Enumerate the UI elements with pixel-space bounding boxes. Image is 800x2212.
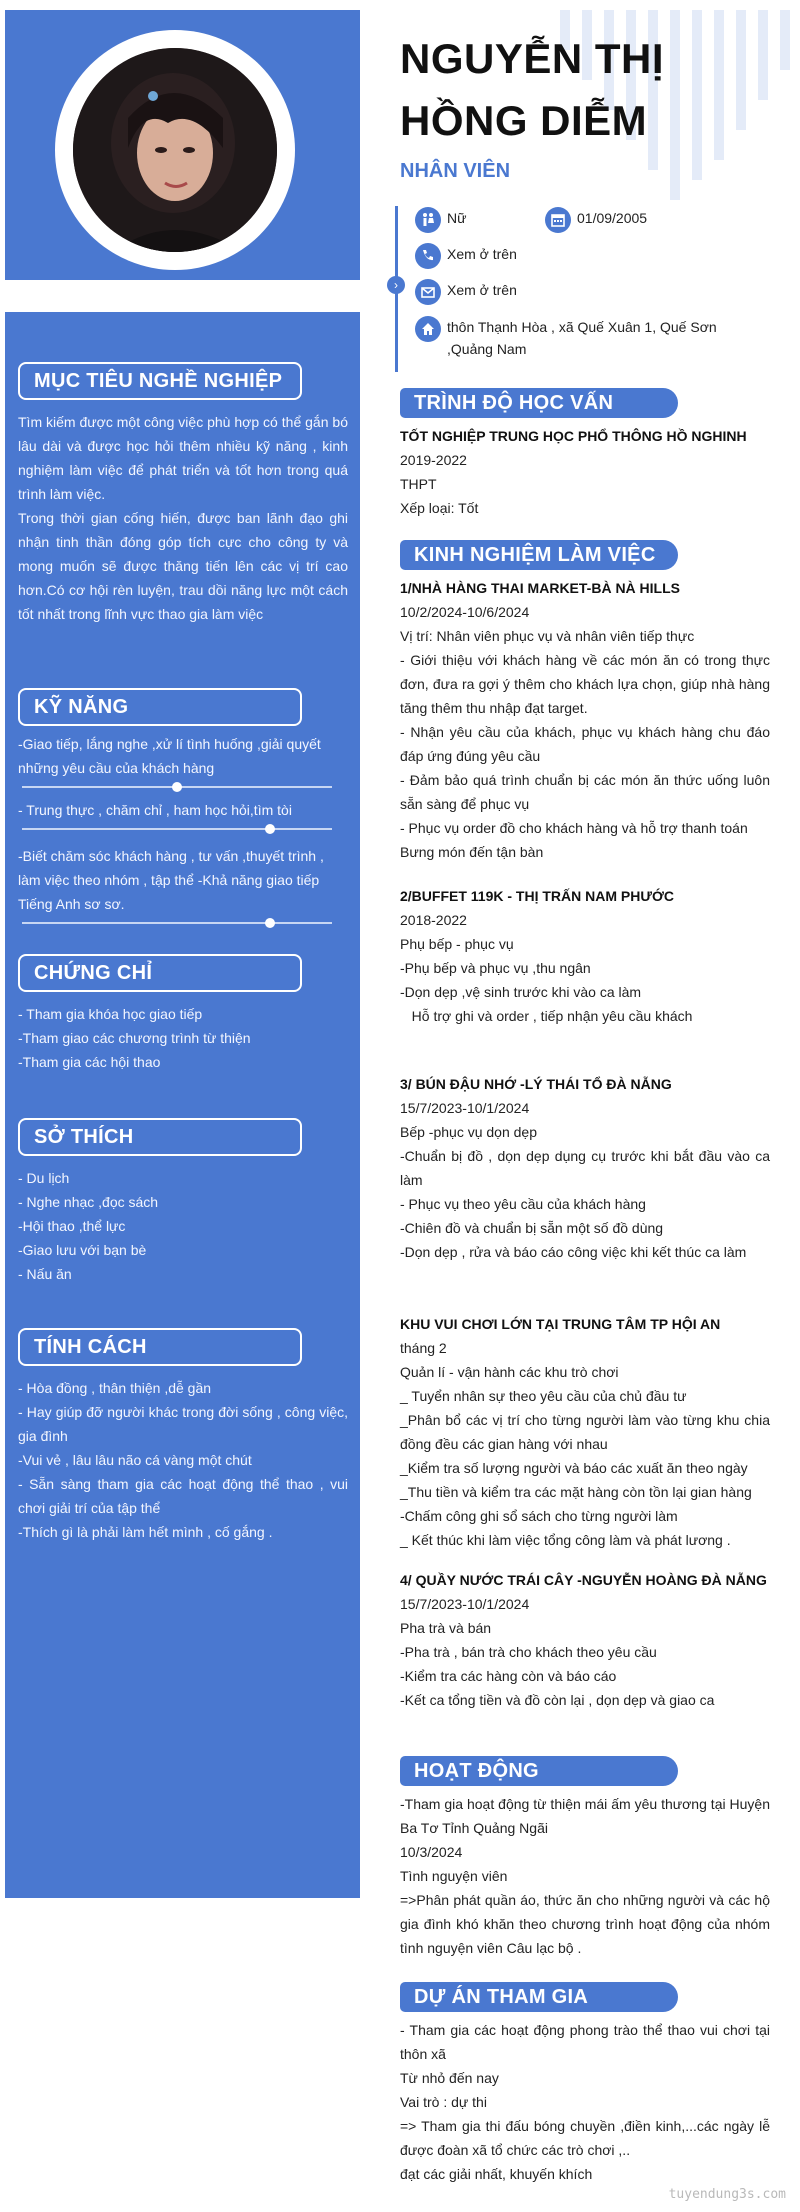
hobbies-section (18, 1118, 348, 1286)
job-line: _Phân bổ các vị trí cho từng người làm vào từng khu chia đồng đều các gian hàng với nhau (400, 1412, 770, 1452)
certificate-item: -Tham giao các chương trình từ thiện (18, 1030, 251, 1046)
job-entry (400, 576, 770, 864)
job-line: - Đảm bảo quá trình chuẩn bị các món ăn thức uống luôn sẵn sàng để phục vụ (400, 772, 770, 812)
job-line: -Kiểm tra các hàng còn và báo cáo (400, 1668, 617, 1684)
job-line: - Giới thiệu với khách hàng về các món ăn có trong thực đơn, đưa ra gợi ý thêm cho khách lựa chọn, giúp nhà hàng tăng thêm thu nhập đạt target. (400, 652, 770, 716)
job-company: 2/BUFFET 119K - THỊ TRẤN NAM PHƯỚC (400, 888, 675, 904)
certificate-item: -Tham gia các hội thao (18, 1054, 161, 1070)
personality-title: TÍNH CÁCH (18, 1328, 302, 1366)
hobbies-title: SỞ THÍCH (18, 1118, 302, 1156)
objective-title: MỤC TIÊU NGHỀ NGHIỆP (18, 362, 302, 400)
activity-line: =>Phân phát quần áo, thức ăn cho những người và các hộ gia đình khó khăn theo chương trình hoạt động của nhóm tình nguyện viên Câu lạc bộ . (400, 1892, 770, 1956)
name-line-1: NGUYỄN THỊ (400, 35, 665, 82)
job-line: 15/7/2023-10/1/2024 (400, 1596, 530, 1612)
gender-icon (415, 207, 441, 233)
job-line: -Kết ca tổng tiền và đồ còn lại , dọn dẹp và giao ca (400, 1692, 715, 1708)
certificate-item: - Tham gia khóa học giao tiếp (18, 1006, 203, 1022)
calendar-icon (545, 207, 571, 233)
job-entry (400, 884, 770, 1028)
gender-value: Nữ (447, 210, 467, 226)
job-line: _Kiểm tra số lượng người và báo các xuất ăn theo ngày (400, 1460, 748, 1476)
education-school: TỐT NGHIỆP TRUNG HỌC PHỔ THÔNG HỒ NGHINH (400, 428, 747, 444)
job-line: 15/7/2023-10/1/2024 (400, 1100, 530, 1116)
job-line: -Dọn dẹp , rửa và báo cáo công việc khi kết thúc ca làm (400, 1244, 747, 1260)
job-company: 4/ QUẦY NƯỚC TRÁI CÂY -NGUYỄN HOÀNG ĐÀ NẴNG (400, 1572, 767, 1588)
activities-section (400, 1792, 770, 1960)
projects-section (400, 2018, 770, 2186)
education-title: TRÌNH ĐỘ HỌC VẤN (400, 388, 678, 418)
job-company: 1/NHÀ HÀNG THAI MARKET-BÀ NÀ HILLS (400, 580, 680, 596)
skill-level-dot (265, 824, 275, 834)
address-line-1: thôn Thạnh Hòa , xã Quế Xuân 1, Quế Sơn (447, 319, 717, 335)
job-line: Bưng món đến tận bàn (400, 844, 544, 860)
job-line: Quản lí - vận hành các khu trò chơi (400, 1364, 619, 1380)
job-line: _Thu tiền và kiểm tra các mặt hàng còn tồn lại gian hàng (400, 1484, 752, 1500)
job-line: Phụ bếp - phục vụ (400, 936, 514, 952)
hobby-item: - Nghe nhạc ,đọc sách (18, 1194, 159, 1210)
education-years: 2019-2022 (400, 452, 467, 468)
skill-text: - Trung thực , chăm chỉ , ham học hỏi,tìm tòi (18, 802, 292, 818)
job-line: _ Kết thúc khi làm việc tổng công làm và phát lương . (400, 1532, 731, 1548)
contact-gender (415, 207, 466, 233)
objective-section (18, 362, 348, 626)
email-value: Xem ở trên (447, 282, 517, 298)
contact-address (415, 316, 717, 360)
chevron-right-icon: › (387, 276, 405, 294)
objective-paragraph-2: Trong thời gian cống hiến, được ban lãnh đạo ghi nhận tinh thần đóng góp tích cực cho công ty và mong muốn sẽ được thăng tiến lên các vị trí cao hơn.Có cơ hội rèn luyện, trau dồi năng lực một cách tốt nhất trong lĩnh vực thao gia làm việc (18, 510, 348, 622)
certificates-section (18, 954, 348, 1074)
job-line: -Phụ bếp và phục vụ ,thu ngân (400, 960, 591, 976)
job-line: Pha trà và bán (400, 1620, 492, 1636)
contact-birthday (545, 207, 647, 233)
experience-title: KINH NGHIỆM LÀM VIỆC (400, 540, 678, 570)
skill-bar (22, 922, 332, 924)
contact-email (415, 279, 517, 305)
personality-item: -Vui vẻ , lâu lâu não cá vàng một chút (18, 1452, 252, 1468)
activity-line: 10/3/2024 (400, 1844, 463, 1860)
education-level: THPT (400, 476, 437, 492)
job-entry (400, 1072, 770, 1264)
name-line-2: HỒNG DIỄM (400, 97, 648, 144)
job-company: KHU VUI CHƠI LỚN TẠI TRUNG TÂM TP HỘI AN (400, 1316, 721, 1332)
job-line: -Pha trà , bán trà cho khách theo yêu cầu (400, 1644, 657, 1660)
phone-icon (415, 243, 441, 269)
activity-line: Tình nguyện viên (400, 1868, 508, 1884)
candidate-name (400, 28, 720, 152)
skill-text: -Biết chăm sóc khách hàng , tư vấn ,thuyết trình , làm việc theo nhóm , tập thể -Khả năng giao tiếp Tiếng Anh sơ sơ. (18, 848, 324, 912)
job-position: NHÂN VIÊN (400, 160, 511, 182)
skill-text: -Giao tiếp, lắng nghe ,xử lí tình huống ,giải quyết những yêu cầu của khách hàng (18, 736, 321, 776)
projects-title: DỰ ÁN THAM GIA (400, 1982, 678, 2012)
skill-level-dot (172, 782, 182, 792)
job-line: _ Tuyển nhân sự theo yêu cầu của chủ đầu tư (400, 1388, 687, 1404)
job-line: -Chuẩn bị đồ , dọn dẹp dụng cụ trước khi bắt đầu vào ca làm (400, 1148, 770, 1188)
home-icon (415, 316, 441, 342)
watermark: tuyendung3s.com (668, 2187, 786, 2202)
avatar (73, 48, 277, 252)
activities-title: HOẠT ĐỘNG (400, 1756, 678, 1786)
job-company: 3/ BÚN ĐẬU NHỚ -LÝ THÁI TỔ ĐÀ NẴNG (400, 1076, 672, 1092)
job-entry (400, 1568, 770, 1712)
personality-item: -Thích gì là phải làm hết mình , cố gắng . (18, 1524, 273, 1540)
job-line: - Nhận yêu cầu của khách, phục vụ khách hàng chu đáo đáp ứng đúng yêu cầu (400, 724, 770, 764)
project-line: => Tham gia thi đấu bóng chuyền ,điền kinh,...các ngày lễ được đoàn xã tổ chức các trò chơi ,.. (400, 2118, 770, 2158)
job-line: 10/2/2024-10/6/2024 (400, 604, 530, 620)
job-line: tháng 2 (400, 1340, 447, 1356)
certificates-title: CHỨNG CHỈ (18, 954, 302, 992)
job-line: -Chiên đồ và chuẩn bị sẵn một số đồ dùng (400, 1220, 664, 1236)
skill-level-dot (265, 918, 275, 928)
avatar-photo (73, 48, 277, 252)
objective-paragraph-1: Tìm kiếm được một công việc phù hợp có thể gắn bó lâu dài và được học hỏi thêm nhiều kỹ năng , kinh nghiệm làm việc để phát triển và tốt hơn trong quá trình làm việc. (18, 414, 348, 502)
project-line: Từ nhỏ đến nay (400, 2070, 499, 2086)
education-section (400, 424, 770, 520)
job-line: - Phục vụ order đồ cho khách hàng và hỗ trợ thanh toán (400, 820, 748, 836)
skill-bar (22, 828, 332, 830)
job-line: Bếp -phục vụ dọn dẹp (400, 1124, 537, 1140)
hobby-item: -Hội thao ,thể lực (18, 1218, 126, 1234)
project-line: Vai trò : dự thi (400, 2094, 487, 2110)
job-line: - Phục vụ theo yêu cầu của khách hàng (400, 1196, 646, 1212)
address-line-2: ,Quảng Nam (447, 341, 527, 357)
personality-item: - Hòa đồng , thân thiện ,dễ gần (18, 1380, 212, 1396)
hobby-item: - Du lịch (18, 1170, 70, 1186)
job-line: 2018-2022 (400, 912, 467, 928)
personality-section (18, 1328, 348, 1544)
project-line: đạt các giải nhất, khuyến khích (400, 2166, 593, 2182)
skill-bar (22, 786, 332, 788)
phone-value: Xem ở trên (447, 246, 517, 262)
job-line: -Dọn dẹp ,vệ sinh trước khi vào ca làm (400, 984, 642, 1000)
hobby-item: -Giao lưu với bạn bè (18, 1242, 147, 1258)
skills-section (18, 688, 348, 934)
job-line: Hỗ trợ ghi và order , tiếp nhận yêu cầu khách (400, 1008, 693, 1024)
job-line: -Chấm công ghi sổ sách cho từng người làm (400, 1508, 678, 1524)
birthday-value: 01/09/2005 (577, 210, 648, 226)
mail-icon (415, 279, 441, 305)
job-entry (400, 1312, 770, 1552)
skills-title: KỸ NĂNG (18, 688, 302, 726)
personality-item: - Hay giúp đỡ người khác trong đời sống , công việc, gia đình (18, 1404, 348, 1444)
contact-phone (415, 243, 517, 269)
job-line: Vị trí: Nhân viên phục vụ và nhân viên tiếp thực (400, 628, 695, 644)
personality-item: - Sẵn sàng tham gia các hoạt động thể thao , vui chơi giải trí của tập thể (18, 1476, 348, 1516)
hobby-item: - Nấu ăn (18, 1266, 72, 1282)
education-grade: Xếp loại: Tốt (400, 500, 479, 516)
activity-line: -Tham gia hoạt động từ thiện mái ấm yêu thương tại Huyện Ba Tơ Tỉnh Quảng Ngãi (400, 1796, 770, 1836)
project-line: - Tham gia các hoạt động phong trào thể thao vui chơi tại thôn xã (400, 2022, 770, 2062)
